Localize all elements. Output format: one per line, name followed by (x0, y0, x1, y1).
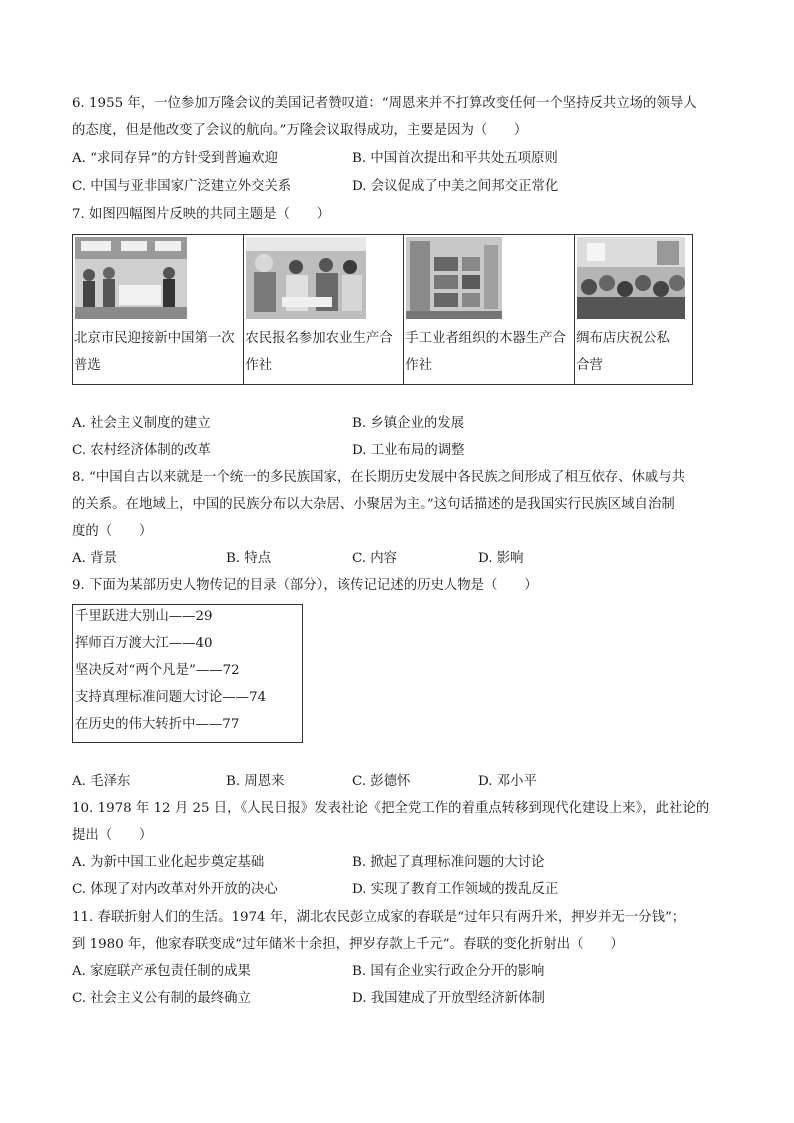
q10-option-b: B. 掀起了真理标准问题的大讨论 (352, 855, 545, 870)
q11-stem-line2: 到 1980 年，他家春联变成“过年储米十余担，押岁存款上千元”。春联的变化折射出（ ） (72, 937, 624, 952)
toc-item: 支持真理标准问题大讨论——74 (75, 690, 267, 705)
q6-option-a: A. “求同存异”的方针受到普遍欢迎 (72, 151, 278, 166)
photo-caption-1: 北京市民迎接新中国第一次 普选 (74, 331, 235, 373)
q6-option-d: D. 会议促成了中美之间邦交正常化 (352, 179, 559, 194)
q11-option-a: A. 家庭联产承包责任制的成果 (72, 964, 251, 979)
q9-option-c: C. 彭德怀 (352, 774, 411, 789)
photo-farmers (246, 237, 366, 319)
q8-option-a: A. 背景 (72, 551, 117, 566)
q7-photo-table (72, 234, 693, 385)
q6-stem-line1: 6. 1955 年，一位参加万隆会议的美国记者赞叹道：“周恩来并不打算改变任何一个坚持反共立场的领导人 (72, 96, 697, 111)
q8-option-d: D. 影响 (478, 551, 524, 566)
q11-option-d: D. 我国建成了开放型经济新体制 (352, 991, 545, 1006)
q7-option-d: D. 工业布局的调整 (352, 443, 465, 458)
q8-stem-line1: 8. “中国自古以来就是一个统一的多民族国家，在长期历史发展中各民族之间形成了相互依存、休戚与共 (72, 470, 686, 485)
q11-option-b: B. 国有企业实行政企分开的影响 (352, 964, 545, 979)
toc-item: 在历史的伟大转折中——77 (75, 717, 240, 732)
photo-cell-2 (244, 235, 404, 385)
q8-stem-line2: 的关系。在地域上，中国的民族分布以大杂居、小聚居为主。”这句话描述的是我国实行民族区域自治制 (72, 497, 675, 512)
q7-stem: 7. 如图四幅图片反映的共同主题是（ ） (72, 207, 331, 222)
toc-item: 千里跃进大别山——29 (75, 609, 213, 624)
toc-item: 坚决反对“两个凡是”——72 (75, 663, 240, 678)
q10-stem-line2: 提出（ ） (72, 828, 153, 843)
q7-option-a: A. 社会主义制度的建立 (72, 416, 211, 431)
q8-stem-line3: 度的（ ） (72, 524, 153, 539)
q10-option-a: A. 为新中国工业化起步奠定基础 (72, 855, 265, 870)
photo-caption-3: 手工业者组织的木器生产合 作社 (405, 331, 566, 373)
q7-option-c: C. 农村经济体制的改革 (72, 443, 211, 458)
q7-option-b: B. 乡镇企业的发展 (352, 416, 465, 431)
q6-option-c: C. 中国与亚非国家广泛建立外交关系 (72, 179, 292, 194)
photo-cell-1 (73, 235, 244, 385)
q10-option-c: C. 体现了对内改革对外开放的决心 (72, 882, 278, 897)
photo-caption-2: 农民报名参加农业生产合 作社 (245, 331, 393, 373)
photo-cell-3 (404, 235, 575, 385)
q6-option-b: B. 中国首次提出和平共处五项原则 (352, 151, 558, 166)
photo-election (75, 237, 187, 319)
photo-woodwork (406, 237, 502, 319)
q10-option-d: D. 实现了教育工作领域的拨乱反正 (352, 882, 559, 897)
q10-stem-line1: 10. 1978 年 12 月 25 日，《人民日报》发表社论《把全党工作的着重点转移到现代化建设上来》，此社论的 (72, 801, 710, 816)
q9-stem: 9. 下面为某部历史人物传记的目录（部分），该传记记述的历史人物是（ ） (72, 578, 538, 593)
toc-item: 挥师百万渡大江——40 (75, 636, 213, 651)
q9-toc-box (72, 604, 303, 743)
photo-cloth-shop (577, 237, 685, 319)
q8-option-c: C. 内容 (352, 551, 398, 566)
photo-caption-4: 绸布店庆祝公私 合营 (576, 331, 670, 373)
q9-option-d: D. 邓小平 (478, 774, 537, 789)
photo-cell-4 (575, 235, 693, 385)
q8-option-b: B. 特点 (226, 551, 272, 566)
q11-stem-line1: 11. 春联折射人们的生活。1974 年，湖北农民彭立成家的春联是“过年只有两升米，押岁并无一分钱”； (72, 910, 686, 925)
q9-option-a: A. 毛泽东 (72, 774, 131, 789)
q11-option-c: C. 社会主义公有制的最终确立 (72, 991, 251, 1006)
q9-option-b: B. 周恩来 (226, 774, 285, 789)
q6-stem-line2: 的态度，但是他改变了会议的航向。”万隆会议取得成功，主要是因为（ ） (72, 123, 528, 138)
